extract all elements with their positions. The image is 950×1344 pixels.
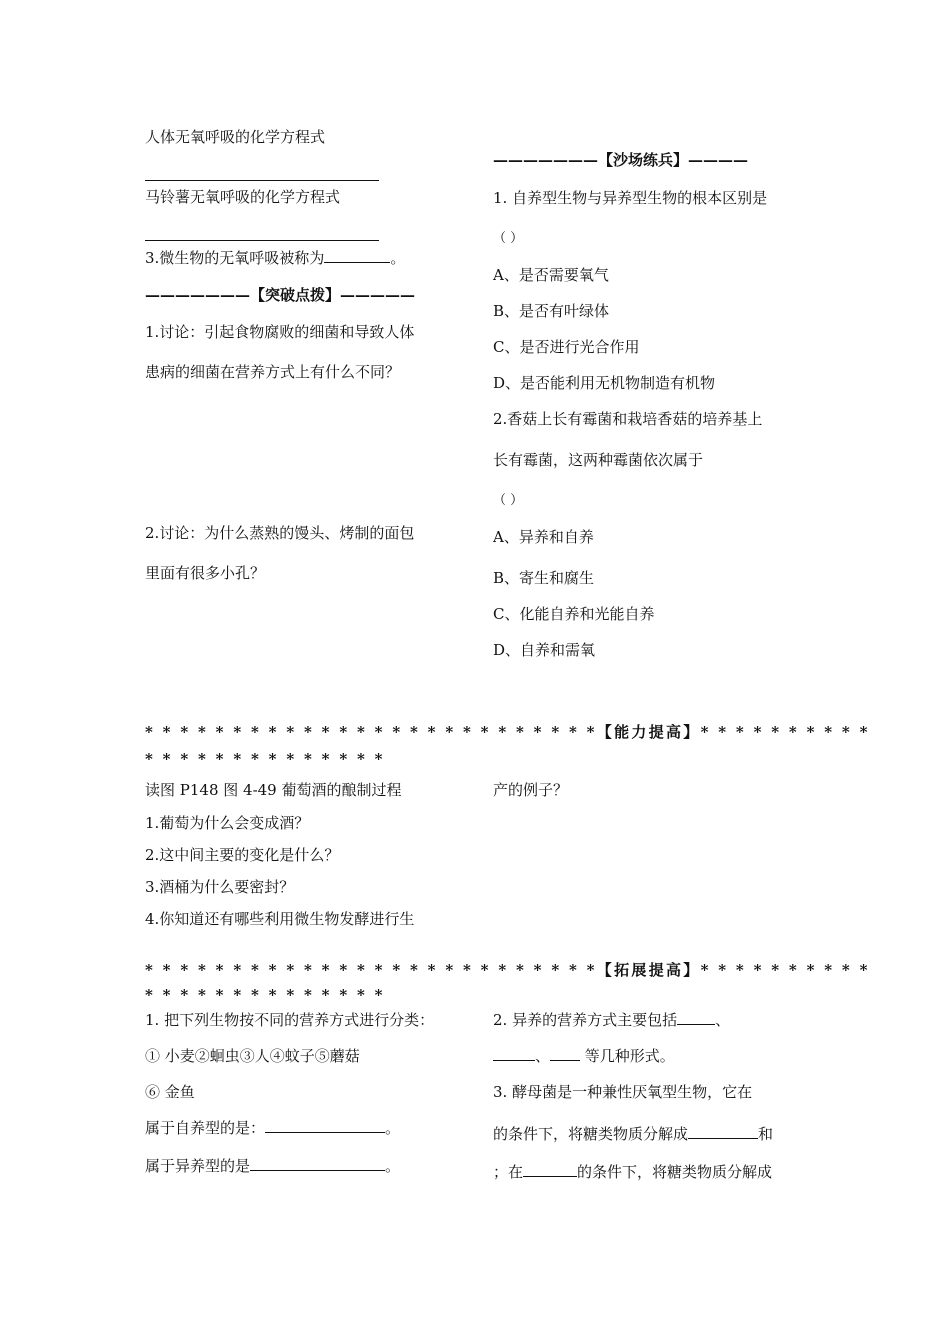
q2-option-a: A、异养和自养: [493, 528, 594, 546]
human-equation-answer-line[interactable]: [145, 180, 379, 181]
fermentation-blank[interactable]: [324, 248, 390, 263]
ability-question-1: 1.葡萄为什么会变成酒？: [145, 814, 310, 832]
ability-section-stars: * * * * * * * * * * * * * *: [145, 750, 385, 768]
autotroph-answer-row: 属于自养型的是： 。: [145, 1119, 401, 1137]
expand-question-3-line-1: 3. 酵母菌是一种兼性厌氧型生物，它在: [493, 1083, 753, 1101]
expand-question-2-line-2: 、 等几种形式。: [493, 1046, 675, 1066]
practice-section-header: ———————【沙场练兵】————: [493, 151, 749, 169]
anaerobic-condition-blank[interactable]: [523, 1162, 577, 1177]
q2-option-b: B、寄生和腐生: [493, 569, 595, 587]
organism-list-line-2: ⑥ 金鱼: [145, 1083, 195, 1101]
expand-question-3-line-3: ；在 的条件下，将糖类物质分解成: [493, 1163, 773, 1181]
heterotroph-blank[interactable]: [250, 1156, 385, 1171]
expand-section-stars: * * * * * * * * * * * * * *: [145, 986, 385, 1004]
q1-option-b: B、是否有叶绿体: [493, 302, 610, 320]
discussion-1-line-2: 患病的细菌在营养方式上有什么不同？: [145, 363, 401, 381]
heterotroph-type-blank-3[interactable]: [550, 1046, 580, 1061]
q2-option-c: C、化能自养和光能自养: [493, 605, 655, 623]
ability-question-3: 3.酒桶为什么要密封？: [145, 878, 295, 896]
practice-question-2-answer-paren[interactable]: （ ）: [493, 493, 524, 508]
aerobic-product-blank[interactable]: [688, 1124, 758, 1139]
q1-option-a: A、是否需要氧气: [493, 266, 609, 284]
potato-equation-prompt: 马铃薯无氧呼吸的化学方程式: [145, 188, 341, 206]
discussion-2-line-1: 2.讨论：为什么蒸熟的馒头、烤制的面包: [145, 524, 415, 542]
ability-question-4: 4.你知道还有哪些利用微生物发酵进行生: [145, 910, 415, 928]
ability-section-header: * * * * * * * * * * * * * * * * * * * * * * * * * *【能力提高】* * * * * * * * * *: [145, 723, 870, 741]
breakthrough-section-header: ———————【突破点拨】—————: [145, 286, 416, 304]
heterotroph-answer-row: 属于异养型的是 。: [145, 1157, 401, 1175]
ability-question-2: 2.这中间主要的变化是什么？: [145, 846, 340, 864]
q1-option-d: D、是否能利用无机物制造有机物: [493, 374, 716, 392]
ability-intro: 读图 P148 图 4-49 葡萄酒的酿制过程: [145, 781, 402, 799]
discussion-1-line-1: 1.讨论：引起食物腐败的细菌和导致人体: [145, 323, 415, 341]
q1-option-c: C、是否进行光合作用: [493, 338, 640, 356]
expand-question-3-line-2: 的条件下，将糖类物质分解成 和: [493, 1125, 774, 1143]
expand-question-1: 1. 把下列生物按不同的营养方式进行分类：: [145, 1011, 435, 1029]
heterotroph-type-blank-1[interactable]: [677, 1010, 715, 1025]
autotroph-blank[interactable]: [265, 1118, 385, 1133]
ability-question-4-continued: 产的例子？: [493, 781, 569, 799]
practice-question-2-line-1: 2.香菇上长有霉菌和栽培香菇的培养基上: [493, 410, 763, 428]
practice-question-1: 1. 自养型生物与异养型生物的根本区别是: [493, 189, 768, 207]
heterotroph-type-blank-2[interactable]: [493, 1046, 535, 1061]
human-equation-prompt: 人体无氧呼吸的化学方程式: [145, 128, 326, 146]
question-3-fermentation: 3.微生物的无氧呼吸被称为 。: [145, 249, 406, 267]
practice-question-2-line-2: 长有霉菌，这两种霉菌依次属于: [493, 451, 704, 469]
potato-equation-answer-line[interactable]: [145, 240, 379, 241]
practice-question-1-answer-paren[interactable]: （ ）: [493, 231, 524, 246]
expand-section-header: * * * * * * * * * * * * * * * * * * * * * * * * * *【拓展提高】* * * * * * * * * *: [145, 961, 870, 979]
q2-option-d: D、自养和需氧: [493, 641, 596, 659]
discussion-2-line-2: 里面有很多小孔？: [145, 564, 266, 582]
organism-list-line-1: ① 小麦②蛔虫③人④蚊子⑤蘑菇: [145, 1047, 360, 1065]
expand-question-2-line-1: 2. 异养的营养方式主要包括 、: [493, 1011, 731, 1029]
